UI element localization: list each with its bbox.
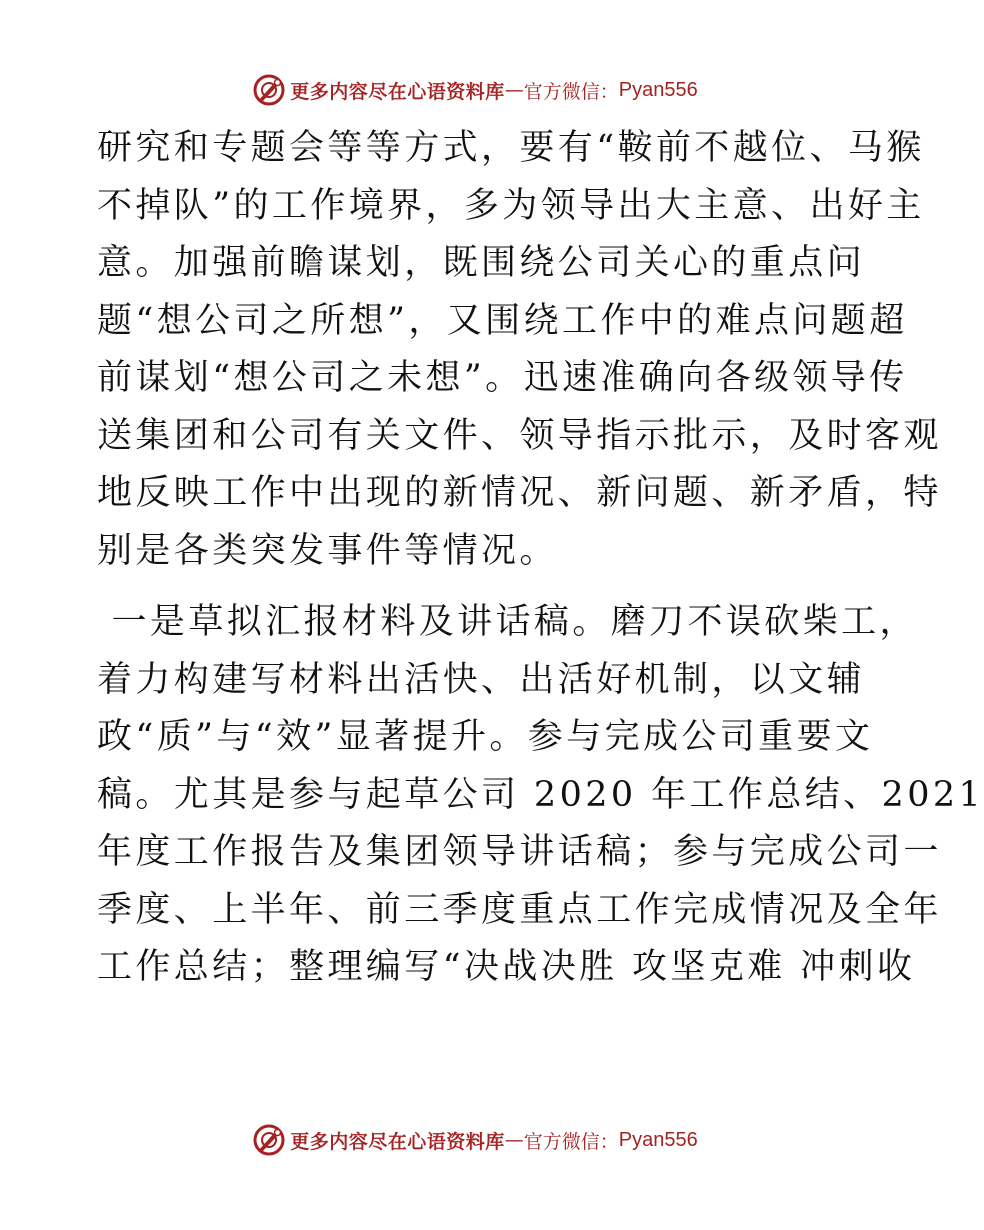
watermark-separator: — [504, 1129, 524, 1151]
document-body [97, 120, 984, 997]
watermark-brand: 更多内容尽在心语资料库 [290, 1130, 505, 1153]
text-line: 意。加强前瞻谋划，既围绕公司关心的重点问 [97, 243, 866, 283]
footer-watermark [0, 1120, 950, 1160]
paragraph-gap [97, 580, 857, 594]
text-line: 政“质”与“效”显著提升。参与完成公司重要文 [97, 717, 874, 757]
header-watermark [0, 70, 950, 110]
text-line: 题“想公司之所想”，又围绕工作中的难点问题超 [97, 300, 908, 341]
text-line: 研究和专题会等等方式，要有“鞍前不越位、马猴 [97, 128, 925, 168]
text-line: 前谋划“想公司之未想”。迅速准确向各级领导传 [97, 358, 908, 398]
watermark-wechat-id: Pyan556 [618, 1128, 698, 1151]
text-line: 地反映工作中出现的新情况、新问题、新矛盾，特 [97, 473, 942, 513]
watermark-separator: — [504, 79, 524, 101]
text-line: 别是各类突发事件等情况。 [97, 530, 558, 571]
text-line: 稿。尤其是参与起草公司 2020 年工作总结、2021 [97, 774, 984, 815]
text-line: 送集团和公司有关文件、领导指示批示，及时客观 [97, 415, 942, 456]
text-line: 季度、上半年、前三季度重点工作完成情况及全年 [97, 889, 942, 930]
watermark-wechat-id: Pyan556 [618, 78, 698, 101]
text-line: 着力构建写材料出活快、出活好机制，以文辅 [97, 659, 866, 700]
watermark-wechat-label: 官方微信： [523, 1130, 619, 1153]
logo-icon [252, 73, 286, 107]
logo-icon [252, 1123, 286, 1157]
text-line: 一是草拟汇报材料及讲话稿。磨刀不误砍柴工， [97, 602, 918, 642]
text-line: 工作总结；整理编写“决战决胜 攻坚克难 冲刺收 [97, 947, 916, 987]
watermark-wechat-label: 官方微信： [523, 80, 619, 103]
paragraph-2 [97, 594, 984, 997]
watermark-brand: 更多内容尽在心语资料库 [290, 80, 505, 103]
paragraph-1 [97, 120, 942, 580]
text-line: 不掉队”的工作境界，多为领导出大主意、出好主 [97, 185, 925, 226]
text-line: 年度工作报告及集团领导讲话稿；参与完成公司一 [97, 832, 942, 872]
